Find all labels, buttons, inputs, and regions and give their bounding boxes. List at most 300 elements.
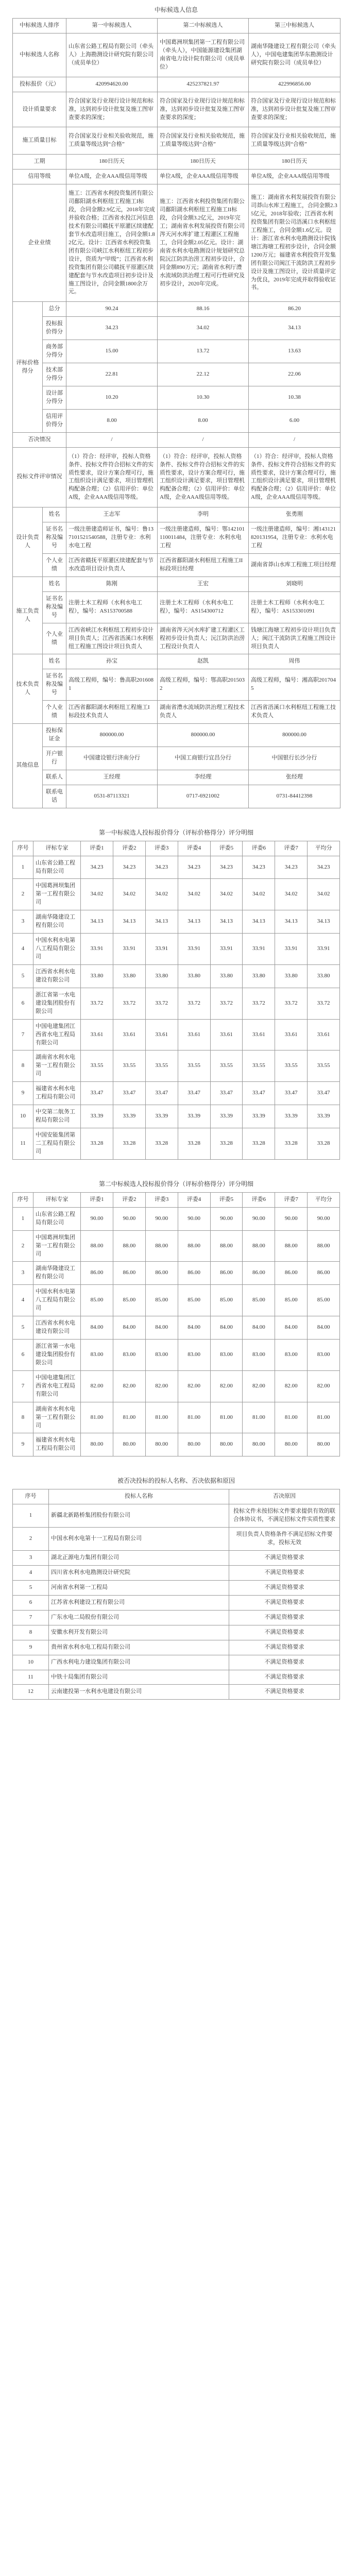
- table-cell: 新疆北新路桥集团股份有限公司: [49, 1504, 229, 1528]
- construction-lead-label: 施工负责人: [13, 577, 43, 654]
- header-cell: 评委7: [275, 1192, 308, 1207]
- table-cell: 33.55: [145, 1050, 178, 1082]
- table-cell: 80.00: [81, 1433, 113, 1456]
- table-cell: 7: [13, 1370, 33, 1402]
- table-cell: 80.00: [113, 1433, 145, 1456]
- table-cell: 81.00: [308, 1402, 340, 1433]
- candidate-table-caption: 中标候选人信息: [154, 6, 198, 13]
- price-row: [13, 77, 340, 92]
- table-row: [13, 1670, 340, 1685]
- score-cell: 8.00: [158, 409, 249, 432]
- table-row: [13, 1285, 340, 1316]
- other-cell: 800000.00: [66, 724, 158, 747]
- table-cell: 33.39: [178, 1105, 210, 1128]
- header-cell: 评委2: [113, 1192, 145, 1207]
- design-lead-row: [13, 554, 340, 577]
- table-row: [13, 1685, 340, 1700]
- other-cell: 中国银行长沙分行: [249, 747, 340, 770]
- table-cell: 3: [13, 1262, 33, 1285]
- table-cell: 84.00: [308, 1316, 340, 1340]
- header-cell: 评委6: [243, 841, 275, 856]
- score-cell: 10.20: [66, 386, 158, 409]
- table-cell: 不满足资格要求: [229, 1640, 340, 1655]
- score-key: 商务部分得分: [43, 340, 66, 363]
- design-lead-cell: 江西省鄱阳湖水利枢纽工程施工II标段项目经理: [158, 554, 249, 577]
- score-row: [13, 302, 340, 317]
- table-cell: 33.80: [145, 964, 178, 988]
- table-cell: 9: [13, 1082, 33, 1105]
- table-cell: 81.00: [81, 1402, 113, 1433]
- tech-lead-key: 个人业绩: [43, 701, 66, 724]
- score-table-1-caption: 第一中标候选人投标报价得分（评标价格得分）评分明细: [98, 828, 253, 836]
- other-cell: 中国工商银行宜昌分行: [158, 747, 249, 770]
- table-cell: 81.00: [178, 1402, 210, 1433]
- table-cell: 5: [13, 1316, 33, 1340]
- score-cell: 88.16: [158, 302, 249, 317]
- table-cell: 83.00: [178, 1340, 210, 1371]
- performance-third: 施工：湖南省水利发展投资有限公司莽山水库工程施工，合同金额2.35亿元，2018年验收；江西省水利投资集团有限公司浯溪口水利枢纽工程施工，合同金额1.6亿元。设计：浙江省水利水电勘测设计院钱塘江海塘工程初步设计，合同金额1200万元；福建省水利投资开发集团有限公司闽江干流防洪工程初步设计及施工图设计，设计质量评定为优良，2019年完成并取得验收证书。: [249, 184, 340, 302]
- table-cell: 6: [13, 1595, 49, 1610]
- table-cell: 33.28: [145, 1128, 178, 1160]
- table-row: [13, 1316, 340, 1340]
- table-cell: 33.91: [243, 934, 275, 965]
- table-cell: 33.39: [210, 1105, 243, 1128]
- design-lead-cell: 江西省赣抚平原灌区续建配套与节水改造项目设计负责人: [66, 554, 158, 577]
- table-cell: 33.80: [113, 964, 145, 988]
- score-cell: 90.24: [66, 302, 158, 317]
- table-cell: 8: [13, 1050, 33, 1082]
- table-cell: 33.47: [275, 1082, 308, 1105]
- construction-quality-first: 符合国家及行业相关验收规范，施工质量等级达到“合格”: [66, 127, 158, 155]
- performance-first: 施工：江西省水利投资集团有限公司鄱阳湖水利枢纽工程施工I标段，合同金额2.9亿元，2018年完成并验收合格；江西省水投江河信息技术有限公司赣抚平原灌区续建配套节水改造项目施工，合同金额1.82亿元。设计：江西省水利投资集团有限公司峡江水利枢纽工程初步设计，资质为“甲级”；江西省水利投资集团有限公司赣抚平原灌区续建配套与节水改造项目初步设计及施工图设计，合同金额1800余万元。: [66, 184, 158, 302]
- header-cell: 序号: [13, 1192, 33, 1207]
- table-cell: 33.80: [178, 964, 210, 988]
- other-key: 开户银行: [43, 747, 66, 770]
- name-third: 湖南华隆建设工程有限公司（牵头人），中国电建集团华东勘测设计研究院有限公司（成员单位）: [249, 33, 340, 77]
- design-lead-row: [13, 522, 340, 554]
- table-cell: 湖南华隆建设工程有限公司: [33, 910, 81, 934]
- table-row: [13, 1262, 340, 1285]
- tech-lead-row: [13, 654, 340, 669]
- table-cell: 84.00: [113, 1316, 145, 1340]
- table-cell: 85.00: [145, 1285, 178, 1316]
- table-row: [13, 1230, 340, 1262]
- table-cell: 33.61: [210, 1019, 243, 1050]
- reject-first: /: [66, 432, 158, 447]
- table-cell: 不满足资格要求: [229, 1551, 340, 1566]
- construction-lead-key: 个人业绩: [43, 623, 66, 654]
- table-cell: 34.13: [308, 910, 340, 934]
- other-row: [13, 724, 340, 747]
- table-cell: 10: [13, 1655, 49, 1670]
- table-cell: 34.02: [210, 879, 243, 910]
- score-row: [13, 386, 340, 409]
- table-cell: 33.47: [210, 1082, 243, 1105]
- evaluation-third: （1）符合：经评审，投标人资格条件、投标文件符合招标文件的实质性要求，设计方案合理可行，施工组织设计满足要求，项目管理机构配备合理；（2）信用评价：单位A级，企业AAA级信用等级。: [249, 447, 340, 507]
- construction-quality-third: 符合国家及行业相关验收规范，施工质量等级达到“合格”: [249, 127, 340, 155]
- design-lead-cell: 李明: [158, 507, 249, 522]
- table-cell: 33.55: [81, 1050, 113, 1082]
- table-cell: 福建省水利水电工程局有限公司: [33, 1082, 81, 1105]
- table-cell: 33.39: [113, 1105, 145, 1128]
- other-cell: 800000.00: [158, 724, 249, 747]
- score-cell: 15.00: [66, 340, 158, 363]
- header-cell: 评委7: [275, 841, 308, 856]
- table-cell: 4: [13, 1285, 33, 1316]
- evaluation-second: （1）符合：经评审，投标人资格条件、投标文件符合招标文件的实质性要求，设计方案合理可行，施工组织设计满足要求，项目管理机构配备合理；（2）信用评价：单位A级，企业AAA级信用等级。: [158, 447, 249, 507]
- table-cell: 90.00: [178, 1207, 210, 1230]
- header-cell: 否决原因: [229, 1489, 340, 1504]
- table-cell: 投标文件未按招标文件要求提供有效的联合体协议书，不满足招标文件实质性要求: [229, 1504, 340, 1528]
- tech-lead-key: 证书名称及编号: [43, 669, 66, 701]
- table-row: [13, 1082, 340, 1105]
- score-cell: 34.02: [158, 317, 249, 340]
- table-cell: 84.00: [275, 1316, 308, 1340]
- period-label: 工期: [13, 155, 66, 170]
- period-first: 180日历天: [66, 155, 158, 170]
- table-cell: 90.00: [275, 1207, 308, 1230]
- table-cell: 82.00: [243, 1370, 275, 1402]
- tech-lead-row: [13, 701, 340, 724]
- table-cell: 湖南省水利水电第一工程有限公司: [33, 1050, 81, 1082]
- header-cell: 评标专家: [33, 1192, 81, 1207]
- table-cell: 湖南华隆建设工程有限公司: [33, 1262, 81, 1285]
- table-cell: 33.72: [210, 988, 243, 1019]
- table-cell: 33.61: [275, 1019, 308, 1050]
- table-cell: 86.00: [145, 1262, 178, 1285]
- table-cell: 85.00: [243, 1285, 275, 1316]
- design-lead-cell: 张勇刚: [249, 507, 340, 522]
- table-cell: 不满足资格要求: [229, 1595, 340, 1610]
- table-cell: 5: [13, 964, 33, 988]
- credit-third: 单位A级，企业AAA级信用等级: [249, 170, 340, 184]
- tech-lead-cell: 周伟: [249, 654, 340, 669]
- table-cell: 33.72: [145, 988, 178, 1019]
- score-cell: 34.13: [249, 317, 340, 340]
- table-cell: 33.55: [210, 1050, 243, 1082]
- construction-lead-cell: 湖南省涔天河水库扩建工程灌区工程初步设计负责人；沅江防洪治涝工程设计负责人: [158, 623, 249, 654]
- table-cell: 88.00: [178, 1230, 210, 1262]
- table-cell: 江西省水利水电建设有限公司: [33, 1316, 81, 1340]
- table-cell: 中国水利水电第十一工程局有限公司: [49, 1528, 229, 1551]
- table-cell: 33.39: [308, 1105, 340, 1128]
- table-cell: 中国安能集团第二工程局有限公司: [33, 1128, 81, 1160]
- table-cell: 80.00: [243, 1433, 275, 1456]
- score-key: 技术部分得分: [43, 363, 66, 386]
- table-cell: 33.91: [210, 934, 243, 965]
- table-cell: 33.28: [113, 1128, 145, 1160]
- table-cell: 33.39: [145, 1105, 178, 1128]
- table-cell: 33.61: [81, 1019, 113, 1050]
- table-cell: 85.00: [308, 1285, 340, 1316]
- score-cell: 10.38: [249, 386, 340, 409]
- other-label: 其他信息: [13, 724, 43, 808]
- table-cell: 88.00: [81, 1230, 113, 1262]
- construction-quality-label: 施工质量目标: [13, 127, 66, 155]
- performance-second: 施工：江西省水利投资集团有限公司鄱阳湖水利枢纽工程施工II标段，合同金额3.2亿元，2019年完工；湖南省水利发展投资有限公司涔天河水库扩建工程灌区工程施工，合同金额2.05亿元。设计：湖南省水利水电勘测设计规划研究总院沅江防洪治涝工程初步设计，合同金额890万元；湖南省水利厅澧水流域防洪治理工程可行性研究及初步设计，2020年完成。: [158, 184, 249, 302]
- score-table-1-head: [13, 841, 340, 856]
- table-cell: 84.00: [210, 1316, 243, 1340]
- rejected-table-body: [13, 1504, 340, 1700]
- evaluation-row: [13, 447, 340, 507]
- table-cell: 90.00: [113, 1207, 145, 1230]
- table-cell: 6: [13, 1340, 33, 1371]
- table-row: [13, 1402, 340, 1433]
- notice-sheet: [12, 0, 340, 1714]
- price-first: 420994620.00: [66, 77, 158, 92]
- score-key: 投标报价得分: [43, 317, 66, 340]
- table-cell: 8: [13, 1402, 33, 1433]
- score-key: 总分: [43, 302, 66, 317]
- table-cell: 33.55: [243, 1050, 275, 1082]
- design-lead-row: [13, 507, 340, 522]
- table-cell: 1: [13, 856, 33, 879]
- rejected-table-head: [13, 1489, 340, 1504]
- table-cell: 2: [13, 1230, 33, 1262]
- table-cell: 84.00: [81, 1316, 113, 1340]
- other-cell: 王经理: [66, 770, 158, 785]
- score-row: [13, 317, 340, 340]
- tech-lead-cell: 孙宝: [66, 654, 158, 669]
- table-cell: 34.23: [113, 856, 145, 879]
- header-cell: 评委5: [210, 841, 243, 856]
- rank-first: 第一中标候选人: [66, 19, 158, 33]
- table-cell: 82.00: [145, 1370, 178, 1402]
- table-row: [13, 964, 340, 988]
- table-cell: 33.91: [308, 934, 340, 965]
- period-second: 180日历天: [158, 155, 249, 170]
- table-cell: 80.00: [308, 1433, 340, 1456]
- table-cell: 83.00: [145, 1340, 178, 1371]
- period-row: [13, 155, 340, 170]
- table-cell: 项目负责人资格条件不满足招标文件要求，投标无效: [229, 1528, 340, 1551]
- table-cell: 86.00: [178, 1262, 210, 1285]
- table-cell: 33.80: [308, 964, 340, 988]
- header-cell: 序号: [13, 841, 33, 856]
- table-cell: 33.47: [145, 1082, 178, 1105]
- table-row: [13, 1655, 340, 1670]
- table-row: [13, 934, 340, 965]
- table-cell: 82.00: [81, 1370, 113, 1402]
- table-cell: 34.13: [145, 910, 178, 934]
- construction-lead-row: [13, 591, 340, 623]
- header-cell: 序号: [13, 1489, 49, 1504]
- tech-lead-cell: 高级工程师，编号：湘高职2017045: [249, 669, 340, 701]
- table-cell: 34.23: [178, 856, 210, 879]
- table-cell: 34.23: [145, 856, 178, 879]
- table-cell: 33.28: [210, 1128, 243, 1160]
- table-cell: 贵州省水利水电工程局有限公司: [49, 1640, 229, 1655]
- table-cell: 81.00: [243, 1402, 275, 1433]
- table-cell: 34.13: [113, 910, 145, 934]
- table-cell: 33.72: [113, 988, 145, 1019]
- table-cell: 安徽水利开发有限公司: [49, 1625, 229, 1640]
- score-cell: 22.12: [158, 363, 249, 386]
- design-lead-cell: 一级注册建造师证书，编号：鲁137101521540588，注册专业：水利水电工程: [66, 522, 158, 554]
- table-row: [13, 910, 340, 934]
- score-cell: 13.63: [249, 340, 340, 363]
- table-cell: 11: [13, 1670, 49, 1685]
- rank-second: 第二中标候选人: [158, 19, 249, 33]
- name-row: [13, 33, 340, 77]
- table-cell: 86.00: [308, 1262, 340, 1285]
- table-cell: 33.47: [81, 1082, 113, 1105]
- design-lead-cell: 王志军: [66, 507, 158, 522]
- table-cell: 33.28: [81, 1128, 113, 1160]
- table-cell: 33.39: [243, 1105, 275, 1128]
- table-row: [13, 1640, 340, 1655]
- table-cell: 34.02: [243, 879, 275, 910]
- table-cell: 34.13: [243, 910, 275, 934]
- table-cell: 86.00: [243, 1262, 275, 1285]
- construction-lead-cell: 刘晓明: [249, 577, 340, 591]
- table-cell: 3: [13, 1551, 49, 1566]
- candidate-table: [12, 18, 340, 808]
- header-cell: 投标人名称: [49, 1489, 229, 1504]
- table-cell: 33.28: [243, 1128, 275, 1160]
- table-cell: 33.61: [178, 1019, 210, 1050]
- table-cell: 83.00: [243, 1340, 275, 1371]
- score-row: [13, 340, 340, 363]
- table-row: [13, 1050, 340, 1082]
- design-lead-cell: 一级注册建造师，编号：鄂142101110011484，注册专业：水利水电工程: [158, 522, 249, 554]
- table-row: [13, 988, 340, 1019]
- table-cell: 34.13: [81, 910, 113, 934]
- credit-second: 单位A级，企业AAA级信用等级: [158, 170, 249, 184]
- table-cell: 88.00: [145, 1230, 178, 1262]
- evaluation-first: （1）符合：经评审，投标人资格条件、投标文件符合招标文件的实质性要求，设计方案合理可行，施工组织设计满足要求，项目管理机构配备合理；（2）信用评价：单位A级，企业AAA级信用等级。: [66, 447, 158, 507]
- table-cell: 34.23: [275, 856, 308, 879]
- table-cell: 33.91: [145, 934, 178, 965]
- table-cell: 6: [13, 988, 33, 1019]
- construction-lead-cell: 王宏: [158, 577, 249, 591]
- table-cell: 33.61: [113, 1019, 145, 1050]
- score-key: 信用评价得分: [43, 409, 66, 432]
- header-cell: 评委4: [178, 841, 210, 856]
- score-row: [13, 363, 340, 386]
- reject-row: [13, 432, 340, 447]
- table-cell: 中国水利水电第八工程局有限公司: [33, 934, 81, 965]
- name-label: 中标候选人名称: [13, 33, 66, 77]
- tech-lead-cell: 高级工程师，编号：鲁高职2016081: [66, 669, 158, 701]
- table-cell: 90.00: [145, 1207, 178, 1230]
- table-cell: 浙江省第一水电建设集团股份有限公司: [33, 988, 81, 1019]
- table-cell: 中交第二航务工程局有限公司: [33, 1105, 81, 1128]
- table-row: [13, 856, 340, 879]
- tech-lead-cell: 江西省浯溪口水利枢纽工程施工技术负责人: [249, 701, 340, 724]
- table-cell: 中国葛洲坝集团第一工程有限公司: [33, 1230, 81, 1262]
- table-cell: 82.00: [275, 1370, 308, 1402]
- construction-lead-key: 姓名: [43, 577, 66, 591]
- rank-third: 第三中标候选人: [249, 19, 340, 33]
- table-row: [13, 1105, 340, 1128]
- other-row: [13, 770, 340, 785]
- table-cell: 2: [13, 1528, 49, 1551]
- table-cell: 81.00: [275, 1402, 308, 1433]
- table-cell: 84.00: [145, 1316, 178, 1340]
- table-cell: 1: [13, 1504, 49, 1528]
- table-cell: 33.72: [275, 988, 308, 1019]
- table-cell: 80.00: [275, 1433, 308, 1456]
- construction-lead-cell: 注册土木工程师（水利水电工程），编号：AS154300712: [158, 591, 249, 623]
- construction-lead-row: [13, 577, 340, 591]
- header-cell: 评委1: [81, 1192, 113, 1207]
- header-cell: 评标专家: [33, 841, 81, 856]
- table-cell: 34.23: [308, 856, 340, 879]
- table-cell: 34.13: [178, 910, 210, 934]
- table-cell: 9: [13, 1640, 49, 1655]
- name-first: 山东省公路工程局有限公司（牵头人）上海勘测设计研究院有限公司（成员单位）: [66, 33, 158, 77]
- credit-row: [13, 170, 340, 184]
- table-cell: 83.00: [308, 1340, 340, 1371]
- table-cell: 83.00: [81, 1340, 113, 1371]
- table-cell: 33.80: [243, 964, 275, 988]
- design-quality-row: [13, 92, 340, 127]
- price-second: 425237821.97: [158, 77, 249, 92]
- table-cell: 85.00: [178, 1285, 210, 1316]
- table-cell: 34.02: [275, 879, 308, 910]
- other-key: 投标保证金: [43, 724, 66, 747]
- table-cell: 33.80: [275, 964, 308, 988]
- table-cell: 83.00: [275, 1340, 308, 1371]
- table-cell: 2: [13, 879, 33, 910]
- table-cell: 33.55: [308, 1050, 340, 1082]
- table-cell: 33.28: [308, 1128, 340, 1160]
- table-cell: 不满足资格要求: [229, 1565, 340, 1580]
- table-cell: 34.13: [210, 910, 243, 934]
- table-cell: 山东省公路工程局有限公司: [33, 1207, 81, 1230]
- construction-lead-key: 证书名称及编号: [43, 591, 66, 623]
- table-cell: 85.00: [275, 1285, 308, 1316]
- design-lead-key: 证书名称及编号: [43, 522, 66, 554]
- tech-lead-label: 技术负责人: [13, 654, 43, 724]
- table-cell: 中国水利水电第八工程局有限公司: [33, 1285, 81, 1316]
- table-cell: 33.47: [178, 1082, 210, 1105]
- table-cell: 34.02: [178, 879, 210, 910]
- table-cell: 84.00: [178, 1316, 210, 1340]
- credit-first: 单位A级，企业AAA级信用等级: [66, 170, 158, 184]
- performance-label: 企业业绩: [13, 184, 66, 302]
- table-cell: 山东省公路工程局有限公司: [33, 856, 81, 879]
- score-cell: 86.20: [249, 302, 340, 317]
- credit-label: 信用等级: [13, 170, 66, 184]
- table-row: [13, 1370, 340, 1402]
- table-cell: 8: [13, 1625, 49, 1640]
- table-cell: 88.00: [210, 1230, 243, 1262]
- tech-lead-key: 姓名: [43, 654, 66, 669]
- table-row: [13, 1019, 340, 1050]
- table-cell: 83.00: [113, 1340, 145, 1371]
- table-cell: 34.02: [81, 879, 113, 910]
- table-cell: 82.00: [178, 1370, 210, 1402]
- score-cell: 13.72: [158, 340, 249, 363]
- table-cell: 90.00: [308, 1207, 340, 1230]
- table-cell: 云南建投第一水利水电建设有限公司: [49, 1685, 229, 1700]
- score-row: [13, 409, 340, 432]
- price-third: 422996856.00: [249, 77, 340, 92]
- table-row: [13, 1580, 340, 1595]
- performance-row: [13, 184, 340, 302]
- table-cell: 33.47: [113, 1082, 145, 1105]
- table-cell: 不满足资格要求: [229, 1625, 340, 1640]
- rank-label: 中标候选人排序: [13, 19, 66, 33]
- table-cell: 4: [13, 934, 33, 965]
- table-cell: 4: [13, 1565, 49, 1580]
- table-cell: 90.00: [210, 1207, 243, 1230]
- table-cell: 88.00: [308, 1230, 340, 1262]
- score-cell: 10.30: [158, 386, 249, 409]
- construction-lead-cell: 江西省峡江水利枢纽工程初步设计项目负责人；江西省浯溪口水利枢纽工程施工图设计项目负责人: [66, 623, 158, 654]
